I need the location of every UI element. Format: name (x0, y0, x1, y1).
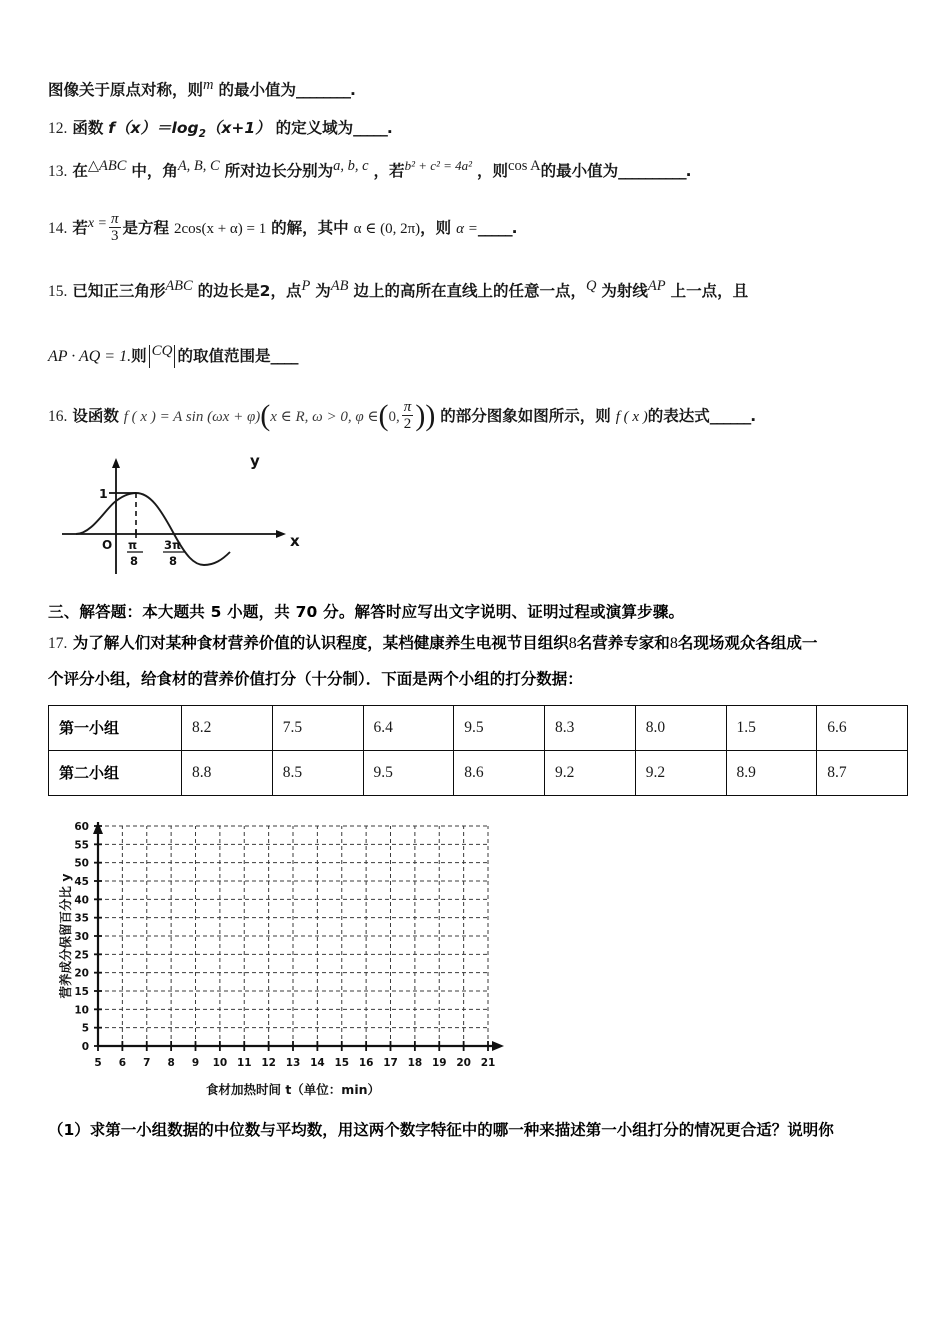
abs-bar-right-icon (174, 345, 175, 367)
q15-text-1: 已知正三角形 (72, 282, 166, 301)
q17-text-part1: 为了解人们对某种食材营养价值的认识程度，某档健康养生电视节目组织 (72, 633, 569, 652)
q14-number: 14. (48, 220, 68, 238)
x-axis-tick-label: 19 (431, 1056, 447, 1069)
q15-point-p: P (301, 278, 311, 295)
q16-text-1: 设函数 (72, 407, 119, 426)
question-12 (48, 116, 908, 141)
q17-text-part3: 名现场观众各组成一 (677, 633, 818, 652)
q13-condition: b² + c² = 4a² (404, 157, 473, 173)
q16-function-definition: f ( x ) = A sin (ωx + φ) (123, 409, 261, 426)
group-2-score-5: 9.2 (545, 750, 636, 795)
q13-period: . (685, 162, 692, 181)
q17-text-part2: 名营养专家和 (576, 633, 670, 652)
group-1-score-3: 6.4 (363, 705, 454, 750)
nutrition-retention-chart (56, 812, 506, 1102)
q13-text-4: ，若 (373, 162, 405, 181)
q15-text-6: 为射线 (601, 282, 648, 301)
q16-interval-denominator: 2 (402, 415, 414, 432)
y-axis-tick-label: 15 (74, 985, 89, 998)
x-axis-tick-label: 20 (456, 1056, 471, 1069)
paren-close-inner-icon: ) (415, 398, 426, 432)
table-row (49, 750, 908, 795)
q15-dot-product-equation: AP · AQ = 1. (48, 348, 132, 366)
q13-text-6: 的最小值为 (540, 162, 619, 181)
q17-text-line2: 个评分小组，给食材的营养价值打分（十分制）．下面是两个小组的打分数据： (48, 669, 583, 688)
x-axis-tick-label: 8 (167, 1056, 175, 1069)
q15-number: 15. (48, 283, 68, 301)
y-axis-tick-label: 60 (74, 820, 89, 833)
x-axis-tick-label: 6 (118, 1056, 127, 1069)
q14-alpha-equals: α = (456, 221, 478, 238)
group-1-score-1: 8.2 (182, 705, 273, 750)
y-axis-tick-label: 10 (74, 1004, 89, 1017)
q15-text-3: ，点 (270, 282, 302, 301)
x-axis-tick-label: 11 (236, 1056, 252, 1069)
q15-text-5: 边上的高所在直线上的任意一点， (353, 282, 586, 301)
q15-point-q: Q (585, 278, 597, 295)
q14-fraction-denominator: 3 (109, 227, 121, 244)
x-axis-tick-label: 21 (480, 1056, 496, 1069)
q14-fraction-pi-over-3 (109, 211, 121, 244)
q13-triangle-abc: △ABC (87, 157, 127, 174)
q13-text-5: ，则 (477, 162, 509, 181)
group-2-score-8: 8.7 (817, 750, 908, 795)
q16-text-2: 的部分图象如图所示，则 (440, 407, 611, 426)
group-2-score-6: 9.2 (635, 750, 726, 795)
y-axis-tick-label: 30 (74, 930, 89, 943)
q14-alpha-range: α ∈ (0, 2π) (353, 221, 421, 238)
y-axis-tick-label: 55 (74, 839, 89, 852)
q11-text-before: 图像关于原点对称，则 (48, 81, 204, 99)
group-2-score-3: 9.5 (363, 750, 454, 795)
y-axis-tick-label: 40 (74, 894, 89, 907)
chart-y-axis-arrow-icon (93, 822, 103, 834)
q13-sides: a, b, c (333, 157, 369, 174)
q15-segment-ab: AB (330, 278, 349, 295)
q14-period: . (511, 219, 518, 238)
sine-y-axis-label: y (250, 451, 260, 470)
q11-variable-m: m (203, 76, 214, 93)
q15-line2-text-2: 的取值范围是 (177, 347, 271, 366)
q15-triangle-abc: ABC (165, 278, 193, 295)
q17-expert-count: 8 (568, 634, 577, 652)
chart-x-axis-arrow-icon (492, 1041, 504, 1051)
q16-number: 16. (48, 408, 68, 426)
section-three-header: 三、解答题：本大题共 5 小题，共 70 分。解答时应写出文字说明、证明过程或演算步骤。 (48, 602, 685, 621)
q11-period: . (349, 81, 356, 99)
q12-period: . (386, 119, 393, 138)
q13-text-1: 在 (72, 162, 88, 181)
x-axis-tick-label: 5 (94, 1056, 102, 1069)
question-11-tail (48, 78, 908, 102)
group-1-score-6: 8.0 (635, 705, 726, 750)
q16-interval-left: 0, (388, 409, 400, 426)
q12-answer-blank: _____ (353, 119, 387, 138)
x-axis-arrow-icon (276, 530, 286, 538)
group-1-score-8: 6.6 (817, 705, 908, 750)
y-axis-tick-label: 5 (81, 1022, 89, 1035)
x-axis-tick-label: 10 (212, 1056, 228, 1069)
q13-text-2: 中，角 (131, 162, 178, 181)
y-axis-tick-label: 45 (74, 875, 89, 888)
y-axis-tick-label: 50 (74, 857, 89, 870)
q11-answer-blank: ________ (295, 81, 350, 99)
q16-text-3: 的表达式 (647, 407, 710, 426)
sine-tick1-numerator: π (128, 537, 138, 552)
q13-answer-blank: __________ (618, 162, 686, 181)
sine-tick2-numerator: 3π (164, 537, 182, 552)
paren-open-icon: ( (260, 398, 271, 432)
x-axis-tick-label: 7 (143, 1056, 151, 1069)
y-axis-arrow-icon (112, 458, 120, 468)
question-13 (48, 159, 908, 184)
q13-cos-a-expression: cos A (508, 157, 541, 174)
sine-tick1-denominator: 8 (130, 553, 139, 568)
y-axis-tick-label: 25 (74, 949, 89, 962)
nutrition-chart-svg (56, 812, 506, 1102)
q14-text-1: 若 (72, 219, 88, 238)
group-2-score-7: 8.9 (726, 750, 817, 795)
group-2-score-2: 8.5 (272, 750, 363, 795)
q13-number: 13. (48, 163, 68, 181)
score-data-table (48, 705, 908, 796)
q17-sub-question-1: （1）求第一小组数据的中位数与平均数，用这两个数字特征中的哪一种来描述第一小组打分的情况更合适？说明你 (48, 1120, 834, 1139)
q12-log-base: 2 (198, 128, 206, 141)
sine-x-axis-label: x (290, 531, 300, 550)
question-15-line2 (48, 344, 908, 370)
group-1-score-5: 8.3 (545, 705, 636, 750)
chart-x-axis-title: 食材加热时间 t（单位：min） (205, 1081, 381, 1097)
q14-x-equals: x = (87, 216, 107, 232)
chart-y-axis-title: 营养成分保留百分比 y (58, 873, 73, 999)
q15-text-4: 为 (315, 282, 331, 301)
q15-text-7: 上一点，且 (670, 282, 749, 301)
q14-text-4: ，则 (420, 219, 452, 238)
y-axis-tick-label: 20 (74, 967, 89, 980)
x-axis-tick-label: 15 (334, 1056, 350, 1069)
sine-peak-label: 1 (99, 485, 108, 501)
x-axis-tick-label: 13 (285, 1056, 301, 1069)
q14-text-3: 的解，其中 (271, 219, 349, 238)
q11-text-after: 的最小值为 (218, 81, 296, 99)
table-row (49, 705, 908, 750)
x-axis-tick-label: 9 (191, 1056, 200, 1069)
q16-interval-numerator: π (403, 399, 412, 416)
q12-function-argument: （x+1） (205, 119, 271, 138)
x-axis-tick-label: 17 (383, 1056, 398, 1069)
q15-side-length: 2 (259, 282, 271, 301)
q17-number: 17. (48, 634, 68, 652)
sine-curve-svg (54, 446, 314, 576)
paren-close-icon: ) (425, 398, 436, 432)
q14-text-2: 是方程 (122, 219, 170, 238)
question-15-line1 (48, 279, 908, 304)
group-2-score-1: 8.8 (182, 750, 273, 795)
q17-audience-count: 8 (669, 634, 678, 652)
y-axis-tick-label: 35 (74, 912, 89, 925)
q12-text-before: 函数 (72, 119, 104, 138)
paren-open-inner-icon: ( (378, 398, 389, 432)
q12-text-after: 的定义域为 (275, 119, 354, 138)
group-2-label: 第二小组 (49, 750, 182, 795)
q15-answer-blank: ____ (270, 347, 298, 366)
group-1-label: 第一小组 (49, 705, 182, 750)
group-1-score-7: 1.5 (726, 705, 817, 750)
sine-origin-label: O (102, 537, 113, 552)
q16-domain-condition: x ∈ R, ω > 0, φ ∈ (270, 409, 379, 426)
question-16 (48, 400, 908, 433)
sine-curve-figure (54, 446, 314, 576)
q12-number: 12. (48, 120, 68, 138)
sine-tick2-denominator: 8 (169, 553, 178, 568)
q15-cq-expression: CQ (151, 343, 173, 360)
page-content (48, 78, 908, 1143)
q16-fx-reference: f ( x ) (615, 409, 648, 426)
group-2-score-4: 8.6 (454, 750, 545, 795)
q15-line2-text-1: 则 (131, 347, 147, 366)
question-14 (48, 212, 908, 245)
q13-angles: A, B, C (177, 157, 220, 174)
group-1-score-4: 9.5 (454, 705, 545, 750)
x-axis-tick-label: 14 (310, 1056, 325, 1069)
q16-fraction-pi-over-2 (402, 399, 414, 432)
q14-fraction-numerator: π (111, 211, 119, 228)
q14-answer-blank: _____ (477, 219, 512, 238)
q16-answer-blank: ______ (709, 407, 751, 426)
group-1-score-2: 7.5 (272, 705, 363, 750)
x-axis-tick-label: 12 (261, 1056, 276, 1069)
q15-ray-ap: AP (647, 278, 666, 295)
x-axis-tick-label: 16 (358, 1056, 374, 1069)
q15-text-2: 的边长是 (197, 282, 260, 301)
q16-period: . (750, 407, 757, 426)
abs-bar-left-icon (149, 345, 150, 367)
sine-wave-curve (76, 493, 230, 565)
x-axis-tick-label: 18 (407, 1056, 423, 1069)
q14-equation: 2cos(x + α) = 1 (173, 221, 267, 238)
question-17-paragraph (48, 630, 908, 693)
q12-function-expression: f（x）＝log (108, 119, 199, 138)
q13-text-3: 所对边长分别为 (224, 162, 334, 181)
y-axis-tick-label: 0 (81, 1040, 89, 1053)
